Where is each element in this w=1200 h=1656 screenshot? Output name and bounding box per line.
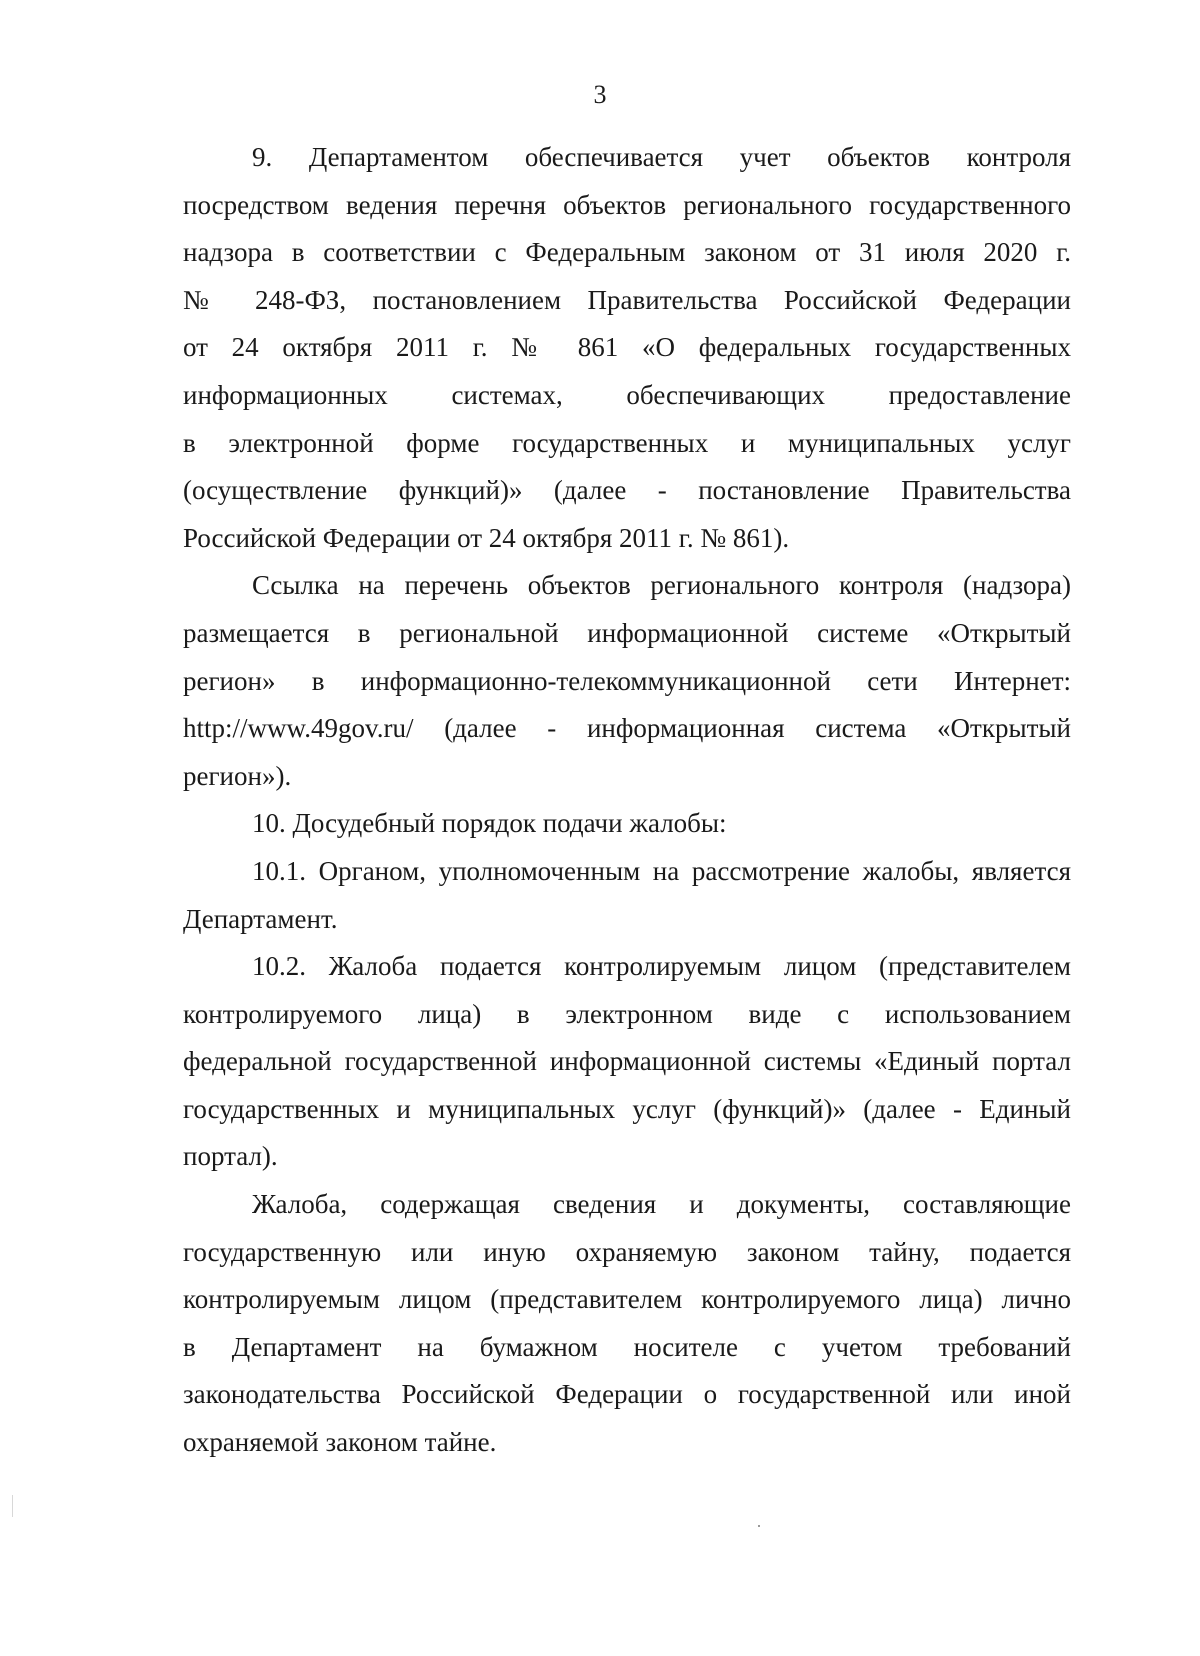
text-line: контролируемым лицом (представителем контролируемого лица) лично — [183, 1284, 1071, 1315]
text-line: надзора в соответствии с Федеральным законом от 31 июля 2020 г. — [183, 237, 1071, 268]
text-line: 10.1. Органом, уполномоченным на рассмотрение жалобы, является — [252, 855, 1071, 886]
text-line: портал). — [183, 1141, 278, 1172]
text-line: Департамент. — [183, 903, 338, 934]
text-line: 9. Департаментом обеспечивается учет объектов контроля — [252, 142, 1071, 172]
text-line: http://www.49gov.ru/ (далее - информационная система «Открытый — [183, 713, 1071, 744]
text-line: 10.2. Жалоба подается контролируемым лицом (представителем — [252, 951, 1071, 982]
text-line: Ссылка на перечень объектов регионального контроля (надзора) — [252, 570, 1071, 601]
text-line: 10. Досудебный порядок подачи жалобы: — [252, 808, 727, 839]
text-line: государственных и муниципальных услуг (функций)» (далее - Единый — [183, 1093, 1071, 1124]
text-line: федеральной государственной информационной системы «Единый портал — [183, 1046, 1071, 1077]
paragraph-10-2 — [183, 943, 1071, 1181]
scan-edge-mark — [12, 1495, 13, 1517]
text-line: (осуществление функций)» (далее - постановление Правительства — [183, 475, 1071, 506]
paragraph-registry-link — [183, 562, 1071, 800]
document-body — [183, 134, 1071, 1467]
page-number: 3 — [593, 80, 607, 109]
text-line: посредством ведения перечня объектов регионального государственного — [183, 189, 1071, 220]
text-line: охраняемой законом тайне. — [183, 1427, 497, 1458]
paragraph-10-1 — [183, 848, 1071, 943]
text-line: государственную или иную охраняемую законом тайну, подается — [183, 1236, 1071, 1267]
text-line: законодательства Российской Федерации о государственной или иной — [183, 1379, 1071, 1410]
text-line: информационных системах, обеспечивающих предоставление — [183, 379, 1071, 410]
paragraph-10 — [183, 800, 1071, 848]
scan-speck — [758, 1525, 760, 1527]
paragraph-9 — [183, 134, 1071, 562]
text-line: Российской Федерации от 24 октября 2011 г. № 861). — [183, 522, 790, 553]
text-line: № 248-ФЗ, постановлением Правительства Российской Федерации — [183, 284, 1071, 315]
text-line: регион»). — [183, 760, 292, 791]
text-line: размещается в региональной информационной системе «Открытый — [183, 617, 1071, 648]
text-line: Жалоба, содержащая сведения и документы, составляющие — [252, 1189, 1071, 1220]
text-line: от 24 октября 2011 г. № 861 «О федеральных государственных — [183, 332, 1071, 363]
paragraph-classified-complaint — [183, 1181, 1071, 1467]
text-line: в электронной форме государственных и муниципальных услуг — [183, 427, 1071, 458]
text-line: контролируемого лица) в электронном виде с использованием — [183, 998, 1071, 1029]
text-line: в Департамент на бумажном носителе с учетом требований — [183, 1331, 1071, 1362]
text-line: регион» в информационно-телекоммуникационной сети Интернет: — [183, 665, 1071, 696]
